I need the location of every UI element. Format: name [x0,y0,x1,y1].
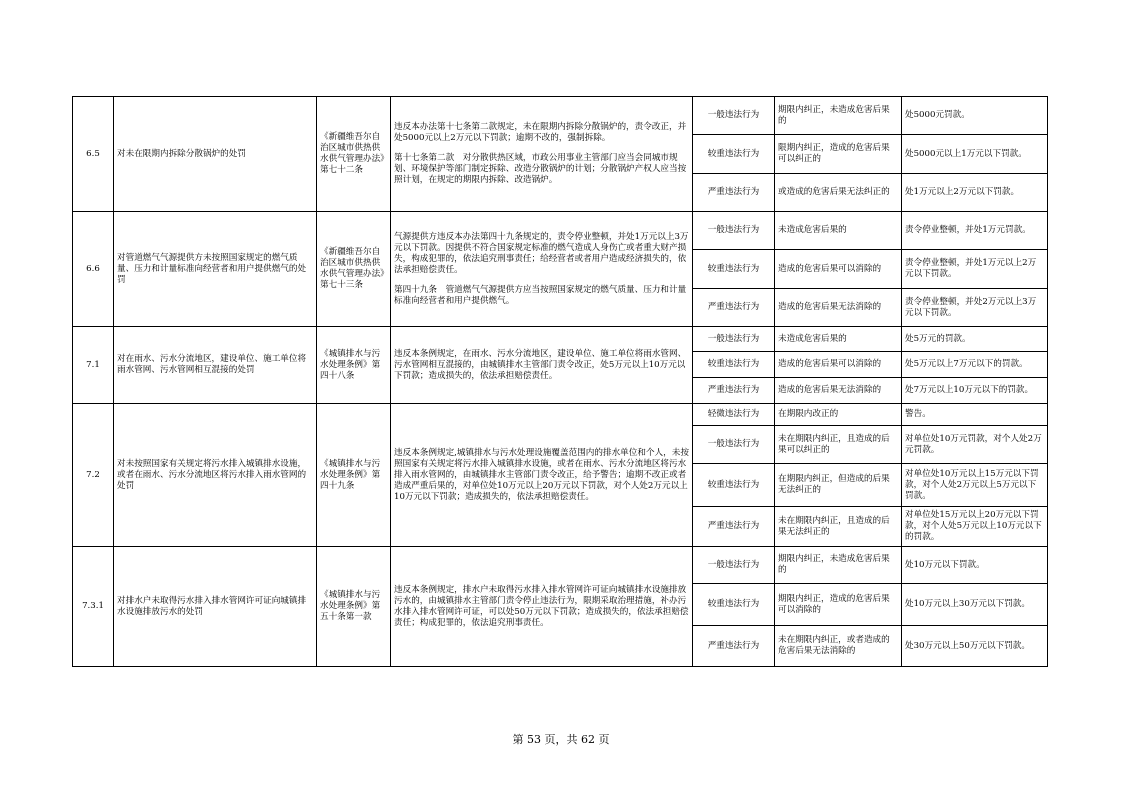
violation-level: 一般违法行为 [693,327,775,352]
circumstance: 期限内纠正，未造成危害后果的 [775,547,902,584]
item-number: 7.2 [73,404,114,547]
page-number: 第 53 页，共 62 页 [512,733,610,746]
penalty-table [72,96,1048,667]
violation-level: 严重违法行为 [693,507,775,547]
content-paragraph: 违反本办法第十七条第二款规定，未在限期内拆除分散锅炉的，责令改正，并处5000元以上2万元以下罚款；逾期不改的，强制拆除。 [394,122,687,143]
penalty-standard: 处5000元以上1万元以下罚款。 [902,135,1048,174]
penalty-standard: 处10万元以下罚款。 [902,547,1048,584]
penalty-standard: 对单位处10万元罚款，对个人处2万元罚款。 [902,426,1048,464]
circumstance: 未造成危害后果的 [775,212,902,250]
circumstance: 未在期限内纠正，且造成的后果可以纠正的 [775,426,902,464]
content-paragraph: 第十七条第二款 对分散供热区域，市政公用事业主管部门应当会同城市规划、环境保护等部门制定拆除、改造分散锅炉的计划；分散锅炉产权人应当按照计划，在规定的期限内拆除、改造锅炉。 [394,153,687,185]
circumstance: 造成的危害后果无法消除的 [775,378,902,404]
legal-basis: 《城镇排水与污水处理条例》第五十条第一款 [317,547,391,667]
item-number: 6.5 [73,97,114,212]
violation-level: 严重违法行为 [693,378,775,404]
content-paragraph: 违反本条例规定,城镇排水与污水处理设施覆盖范围内的排水单位和个人，未按照国家有关规定将污水排入城镇排水设施，或者在雨水、污水分流地区将污水排入雨水管网的，由城镇排水主管部门责令改正，给予警告；逾期不改正或者造成严重后果的，对单位处10万元以上20万元以下罚款，对个人处2万元以上10万元以下罚款；造成损失的，依法承担赔偿责任。 [394,447,689,502]
circumstance: 造成的危害后果无法消除的 [775,289,902,327]
circumstance: 造成的危害后果可以消除的 [775,250,902,289]
item-number: 6.6 [73,212,114,327]
violation-level: 严重违法行为 [693,174,775,212]
penalty-standard: 处5000元罚款。 [902,97,1048,135]
table-row [73,327,1048,352]
penalty-standard: 处30万元以上50万元以下罚款。 [902,626,1048,667]
table-row [73,404,1048,426]
circumstance: 未在期限内纠正，且造成的后果无法纠正的 [775,507,902,547]
penalty-standard: 处7万元以上10万元以下的罚款。 [902,378,1048,404]
item-name: 对管道燃气气源提供方未按照国家规定的燃气质量、压力和计量标准向经营者和用户提供燃气的处罚 [114,212,317,327]
violation-level: 较重违法行为 [693,464,775,507]
violation-level: 一般违法行为 [693,547,775,584]
violation-level: 较重违法行为 [693,250,775,289]
item-name: 对未按照国家有关规定将污水排入城镇排水设施，或者在雨水、污水分流地区将污水排入雨水管网的处罚 [114,404,317,547]
item-name: 对未在限期内拆除分散锅炉的处罚 [114,97,317,212]
circumstance: 期限内纠正，造成的危害后果可以消除的 [775,584,902,626]
violation-content [391,97,693,212]
violation-content [391,547,693,667]
violation-level: 轻微违法行为 [693,404,775,426]
penalty-standard: 处5万元以上7万元以下的罚款。 [902,352,1048,378]
violation-level: 严重违法行为 [693,289,775,327]
violation-level: 较重违法行为 [693,352,775,378]
violation-content [391,327,693,404]
circumstance: 期限内纠正，未造成危害后果的 [775,97,902,135]
content-paragraph: 气源提供方违反本办法第四十九条规定的，责令停业整顿，并处1万元以上3万元以下罚款。因提供不符合国家规定标准的燃气造成人身伤亡或者重大财产损失，构成犯罪的，依法追究刑事责任；给经营者或者用户造成经济损失的，依法承担赔偿责任。 [394,231,689,275]
item-name: 对排水户未取得污水排入排水管网许可证向城镇排水设施排放污水的处罚 [114,547,317,667]
circumstance: 在期限内改正的 [775,404,902,426]
circumstance: 造成的危害后果可以消除的 [775,352,902,378]
violation-level: 严重违法行为 [693,626,775,667]
legal-basis: 《新疆维吾尔自治区城市供热供水供气管理办法》第七十二条 [317,97,391,212]
circumstance: 在期限内纠正，但造成的后果无法纠正的 [775,464,902,507]
table-row [73,97,1048,135]
content-paragraph: 第四十九条 管道燃气气源提供方应当按照国家规定的燃气质量、压力和计量标准向经营者和用户提供燃气。 [394,284,687,306]
violation-content [391,212,693,327]
penalty-standard: 警告。 [902,404,1048,426]
penalty-standard: 对单位处10万元以上15万元以下罚款，对个人处2万元以上5万元以下罚款。 [902,464,1048,507]
penalty-standard: 处5万元的罚款。 [902,327,1048,352]
violation-level: 一般违法行为 [693,426,775,464]
violation-level: 较重违法行为 [693,135,775,174]
legal-basis: 《新疆维吾尔自治区城市供热供水供气管理办法》第七十三条 [317,212,391,327]
table-row [73,547,1048,584]
circumstance: 未在期限内纠正，或者造成的危害后果无法消除的 [775,626,902,667]
violation-level: 一般违法行为 [693,212,775,250]
circumstance: 或造成的危害后果无法纠正的 [775,174,902,212]
violation-level: 较重违法行为 [693,584,775,626]
penalty-standard: 处1万元以上2万元以下罚款。 [902,174,1048,212]
penalty-standard: 处10万元以上30万元以下罚款。 [902,584,1048,626]
penalty-standard: 责令停业整顿，并处1万元罚款。 [902,212,1048,250]
penalty-standard: 对单位处15万元以上20万元以下罚款，对个人处5万元以上10万元以下的罚款。 [902,507,1048,547]
penalty-standard: 责令停业整顿，并处1万元以上2万元以下罚款。 [902,250,1048,289]
item-number: 7.3.1 [73,547,114,667]
item-number: 7.1 [73,327,114,404]
content-paragraph: 违反本条例规定，排水户未取得污水排入排水管网许可证向城镇排水设施排放污水的，由城镇排水主管部门责令停止违法行为，限期采取治理措施，补办污水排入排水管网许可证，可以处50万元以下罚款；造成损失的，依法承担赔偿责任；构成犯罪的，依法追究刑事责任。 [394,584,689,628]
content-paragraph: 违反本条例规定，在雨水、污水分流地区，建设单位、施工单位将雨水管网、污水管网相互混接的，由城镇排水主管部门责令改正，处5万元以上10万元以下罚款；造成损失的，依法承担赔偿责任。 [394,348,687,381]
violation-level: 一般违法行为 [693,97,775,135]
legal-basis: 《城镇排水与污水处理条例》第四十九条 [317,404,391,547]
item-name: 对在雨水、污水分流地区，建设单位、施工单位将雨水管网、污水管网相互混接的处罚 [114,327,317,404]
penalty-standard: 责令停业整顿，并处2万元以上3万元以下罚款。 [902,289,1048,327]
table-row [73,212,1048,250]
legal-basis: 《城镇排水与污水处理条例》第四十八条 [317,327,391,404]
circumstance: 限期内纠正，造成的危害后果可以纠正的 [775,135,902,174]
violation-content [391,404,693,547]
circumstance: 未造成危害后果的 [775,327,902,352]
